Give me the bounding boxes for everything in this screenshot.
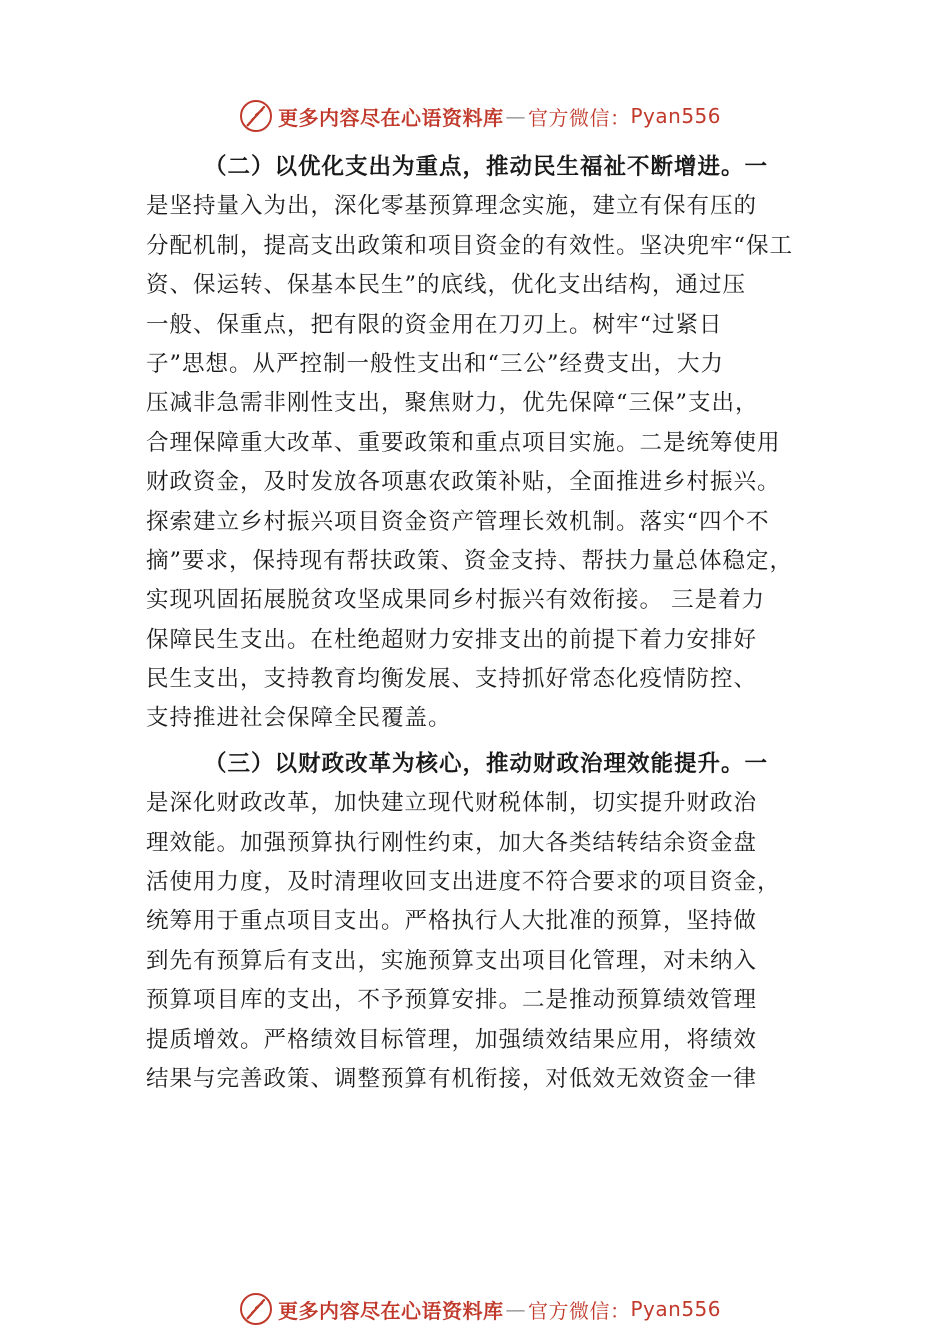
watermark-wechat-id: Pyan556	[630, 104, 722, 128]
quill-logo-icon	[238, 1291, 274, 1327]
paragraph-line: 分配机制，提高支出政策和项目资金的有效性。坚决兜牢“保工	[146, 232, 794, 259]
paragraph-line: 合理保障重大改革、重要政策和重点项目实施。二是统筹使用	[146, 429, 781, 456]
watermark-footer	[238, 1289, 721, 1329]
quill-logo-icon	[238, 98, 274, 134]
section-3-heading: （三）以财政改革为核心，推动财政治理效能提升。一	[204, 750, 769, 777]
paragraph-line: 理效能。加强预算执行刚性约束，加大各类结转结余资金盘	[146, 829, 758, 856]
paragraph-line: 是坚持量入为出，深化零基预算理念实施，建立有保有压的	[146, 193, 758, 220]
paragraph-line: 统筹用于重点项目支出。严格执行人大批准的预算，坚持做	[146, 908, 758, 935]
watermark-dash: —	[505, 1297, 526, 1321]
paragraph-line: 结果与完善政策、调整预算有机衔接，对低效无效资金一律	[146, 1065, 758, 1092]
watermark-dash: —	[505, 104, 526, 128]
paragraph-line: 是深化财政改革，加快建立现代财税体制，切实提升财政治	[146, 790, 758, 817]
watermark-wechat-id: Pyan556	[630, 1297, 722, 1321]
watermark-brand: 更多内容尽在心语资料库	[278, 105, 504, 130]
section-2-heading: （二）以优化支出为重点，推动民生福祉不断增进。一	[204, 154, 769, 180]
paragraph-line: 保障民生支出。在杜绝超财力安排支出的前提下着力安排好	[146, 626, 758, 653]
paragraph-line: 财政资金，及时发放各项惠农政策补贴，全面推进乡村振兴。	[146, 469, 781, 496]
paragraph-line: 预算项目库的支出，不予预算安排。二是推动预算绩效管理	[146, 987, 758, 1014]
paragraph-line: 子”思想。从严控制一般性支出和“三公”经费支出，大力	[146, 350, 725, 377]
paragraph-line: 探索建立乡村振兴项目资金资产管理长效机制。落实“四个不	[146, 508, 770, 535]
paragraph-line: 提质增效。严格绩效目标管理，加强绩效结果应用，将绩效	[146, 1026, 758, 1053]
paragraph-line: 压减非急需非刚性支出，聚焦财力，优先保障“三保”支出，	[146, 390, 759, 417]
watermark-label: 官方微信：	[528, 1298, 631, 1323]
document-body	[146, 148, 826, 1099]
paragraph-line: 民生支出，支持教育均衡发展、支持抓好常态化疫情防控、	[146, 666, 758, 693]
watermark-brand: 更多内容尽在心语资料库	[278, 1298, 504, 1323]
paragraph-line: 支持推进社会保障全民覆盖。	[146, 705, 452, 732]
paragraph-line: 一般、保重点，把有限的资金用在刀刃上。树牢“过紧日	[146, 311, 723, 338]
paragraph-line: 资、保运转、保基本民生”的底线，优化支出结构，通过压	[146, 272, 747, 299]
paragraph-line: 实现巩固拓展脱贫攻坚成果同乡村振兴有效衔接。 三是着力	[146, 587, 766, 614]
paragraph-line: 到先有预算后有支出，实施预算支出项目化管理，对未纳入	[146, 947, 758, 974]
paragraph-line: 活使用力度，及时清理收回支出进度不符合要求的项目资金，	[146, 869, 781, 896]
watermark-header	[238, 96, 721, 136]
watermark-label: 官方微信：	[528, 105, 631, 130]
paragraph-line: 摘”要求，保持现有帮扶政策、资金支持、帮扶力量总体稳定，	[146, 547, 794, 574]
